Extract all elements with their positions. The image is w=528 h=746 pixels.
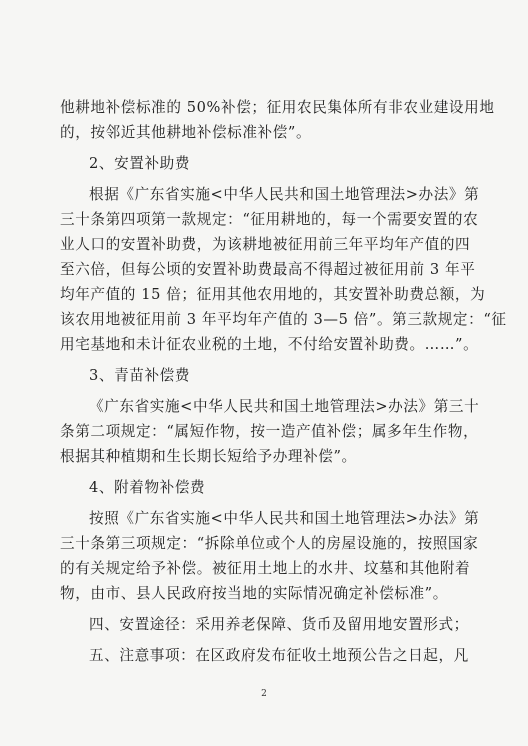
document-body bbox=[60, 95, 507, 668]
section-heading-resettlement-subsidy: 2、安置补助费 bbox=[89, 155, 191, 172]
body-line: 业人口的安置补助费，为该耕地被征用前三年平均年产值的四 bbox=[60, 236, 471, 253]
body-line: 根据《广东省实施<中华人民共和国土地管理法>办法》第 bbox=[89, 186, 480, 203]
body-line: 《广东省实施<中华人民共和国土地管理法>办法》第三十 bbox=[89, 398, 480, 415]
section-heading-notes: 五、注意事项：在区政府发布征收土地预公告之日起，凡 bbox=[89, 647, 469, 664]
page-number: 2 bbox=[261, 689, 267, 699]
body-line: 根据其种植期和生长期长短给予办理补偿”。 bbox=[60, 448, 357, 465]
section-heading-resettlement-methods: 四、安置途径：采用养老保障、货币及留用地安置形式； bbox=[89, 616, 469, 633]
body-line: 用宅基地和未计征农业税的土地，不付给安置补助费。……”。 bbox=[60, 336, 479, 353]
section-heading-attachment-compensation: 4、附着物补偿费 bbox=[89, 479, 206, 496]
body-line: 条第二项规定：“属短作物，按一造产值补偿；属多年生作物， bbox=[60, 423, 479, 440]
body-line: 按照《广东省实施<中华人民共和国土地管理法>办法》第 bbox=[89, 510, 480, 527]
body-line: 的有关规定给予补偿。被征用土地上的水井、坟墓和其他附着 bbox=[60, 560, 471, 577]
body-line: 的，按邻近其他耕地补偿标准补偿”。 bbox=[60, 124, 312, 141]
body-line: 他耕地补偿标准的 50%补偿；征用农民集体所有非农业建设用地 bbox=[60, 99, 495, 116]
body-line: 至六倍，但每公顷的安置补助费最高不得超过被征用前 3 年平 bbox=[60, 261, 476, 278]
section-heading-crop-compensation: 3、青苗补偿费 bbox=[89, 367, 191, 384]
body-line: 该农用地被征用前 3 年平均年产值的 3—5 倍”。第三款规定：“征 bbox=[60, 311, 507, 328]
body-line: 三十条第四项第一款规定：“征用耕地的，每一个需要安置的农 bbox=[60, 211, 479, 228]
body-line: 均年产值的 15 倍；征用其他农用地的，其安置补助费总额，为 bbox=[60, 286, 486, 303]
body-line: 三十条第三项规定：“拆除单位或个人的房屋设施的，按照国家 bbox=[60, 535, 479, 552]
body-line: 物，由市、县人民政府按当地的实际情况确定补偿标准”。 bbox=[60, 585, 448, 602]
